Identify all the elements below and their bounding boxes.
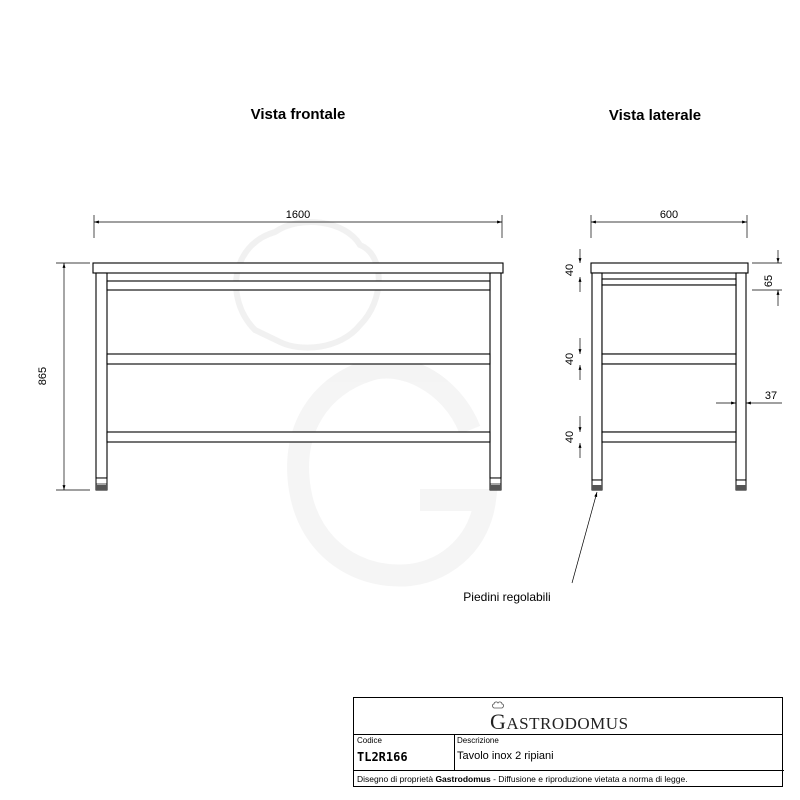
side-dim-top-right: 65 <box>763 274 775 288</box>
footer-suffix: - Diffusione e riproduzione vietata a norma di legge. <box>490 774 688 784</box>
front-width-label: 1600 <box>285 209 311 221</box>
side-middle-rail <box>602 354 736 364</box>
front-bottom-shelf <box>107 432 490 442</box>
side-top-rail <box>602 279 736 285</box>
description-value: Tavolo inox 2 ripiani <box>457 750 554 762</box>
front-leg-right <box>490 273 501 478</box>
side-view <box>564 209 782 583</box>
front-view <box>37 209 503 490</box>
side-dim-top-left: 40 <box>564 263 576 277</box>
side-dim-gap-right: 37 <box>764 390 778 402</box>
brand-logo-rest: ASTRODOMUS <box>506 714 629 733</box>
side-leg-right <box>736 273 746 480</box>
watermark-logo <box>236 222 485 576</box>
feet-annotation: Piedini regolabili <box>463 590 551 604</box>
side-dim-mid-left: 40 <box>564 352 576 366</box>
footer-brand: Gastrodomus <box>435 774 491 784</box>
code-label: Codice <box>357 736 382 745</box>
front-tabletop <box>93 263 503 273</box>
side-leg-left <box>592 273 602 480</box>
side-view-title: Vista laterale <box>608 107 702 124</box>
copyright-footer <box>357 774 688 784</box>
side-tabletop <box>591 263 748 273</box>
description-cell <box>454 734 784 771</box>
feet-leader-line <box>572 492 597 583</box>
code-cell <box>354 734 455 771</box>
title-block-logo-row <box>354 698 782 735</box>
side-dim-low-left: 40 <box>564 430 576 444</box>
brand-logo-initial: G <box>490 709 507 734</box>
front-top-rail <box>107 281 490 290</box>
side-width-label: 600 <box>659 209 679 221</box>
front-view-title: Vista frontale <box>250 106 346 123</box>
front-height-label: 865 <box>37 366 49 386</box>
code-value: TL2R166 <box>357 750 408 764</box>
front-middle-shelf <box>107 354 490 364</box>
side-drawer-frame <box>602 285 736 354</box>
title-block <box>353 697 783 787</box>
brand-logo <box>490 709 629 735</box>
front-leg-left <box>96 273 107 478</box>
side-bottom-rail <box>602 432 736 442</box>
side-lower-frame <box>602 364 736 432</box>
description-label: Descrizione <box>457 736 499 745</box>
footer-prefix: Disegno di proprietà <box>357 774 436 784</box>
